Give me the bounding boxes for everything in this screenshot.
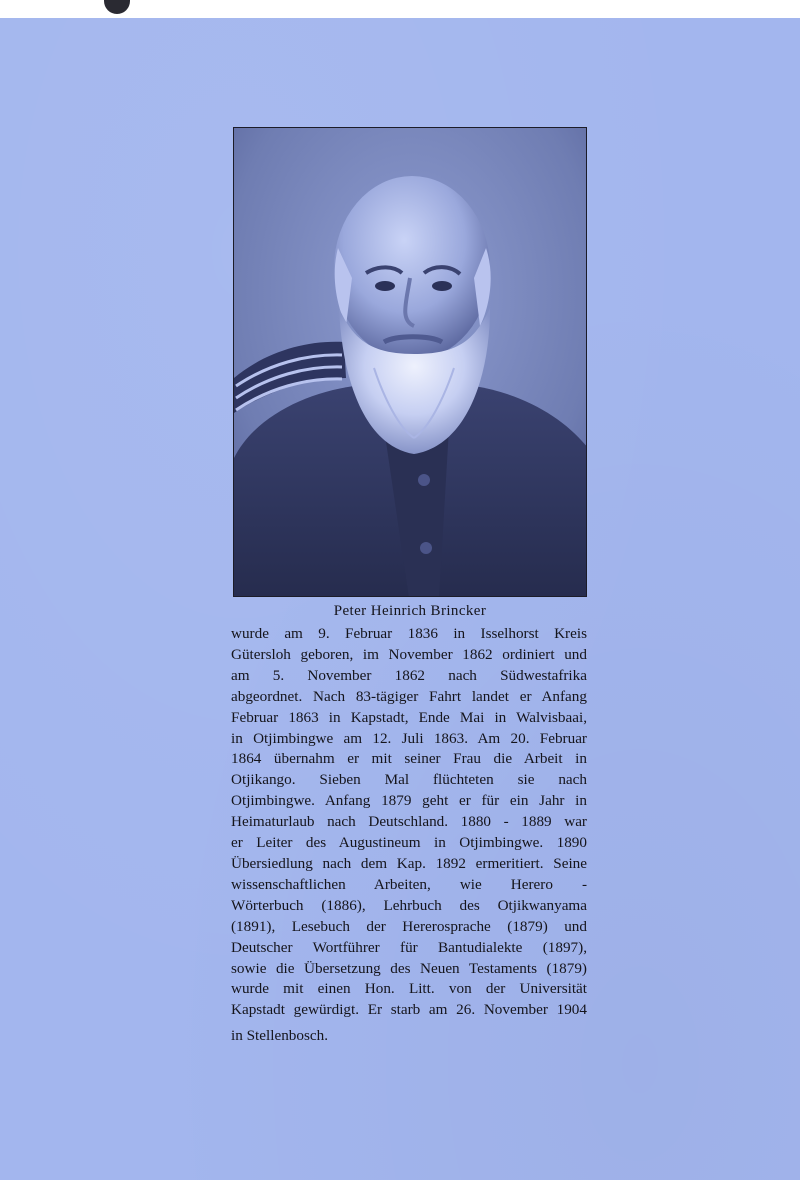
biography-line: er Leiter des Augustineum in Otjimbingwe. 1890 bbox=[231, 834, 587, 852]
binding-notch bbox=[104, 0, 130, 14]
biography-line: wurde am 9. Februar 1836 in Isselhorst Kreis bbox=[231, 625, 587, 642]
biography-line: Heimaturlaub nach Deutschland. 1880 - 1889 war bbox=[231, 813, 587, 831]
biography-line: Otjimbingwe. Anfang 1879 geht er für ein Jahr in bbox=[231, 792, 587, 810]
biography-line: Februar 1863 in Kapstadt, Ende Mai in Walvisbaai, bbox=[231, 708, 587, 726]
biography-line: 1864 übernahm er mit seiner Frau die Arbeit in bbox=[231, 750, 587, 768]
biography-line: in Otjimbingwe am 12. Juli 1863. Am 20. Februar bbox=[231, 729, 587, 747]
biography-line: sowie die Übersetzung des Neuen Testaments (1879) bbox=[231, 959, 587, 977]
biography-line: wurde mit einen Hon. Litt. von der Universität bbox=[231, 980, 587, 998]
biography-line: abgeordnet. Nach 83-tägiger Fahrt landet er Anfang bbox=[231, 687, 587, 705]
biography-line: Deutscher Wortführer für Bantudialekte (1897), bbox=[231, 938, 587, 956]
biography-line: am 5. November 1862 nach Südwestafrika bbox=[231, 666, 587, 684]
biography-text bbox=[231, 624, 587, 1047]
biography-line: Gütersloh geboren, im November 1862 ordiniert und bbox=[231, 645, 587, 663]
portrait-photo bbox=[233, 127, 587, 597]
biography-line: Kapstadt gewürdigt. Er starb am 26. November 1904 bbox=[231, 1001, 587, 1019]
biography-line: Übersiedlung nach dem Kap. 1892 ermeritiert. Seine bbox=[231, 854, 587, 872]
back-cover bbox=[0, 18, 800, 1180]
biography-line: in Stellenbosch. bbox=[231, 1027, 329, 1045]
biography-line: Otjikango. Sieben Mal flüchteten sie nach bbox=[231, 771, 587, 789]
biography-line: (1891), Lesebuch der Hererosprache (1879) und bbox=[231, 917, 587, 935]
portrait-caption: Peter Heinrich Brincker bbox=[333, 603, 487, 619]
biography-line: Wörterbuch (1886), Lehrbuch des Otjikwanyama bbox=[231, 896, 587, 914]
biography-line: wissenschaftlichen Arbeiten, wie Herero - bbox=[231, 875, 587, 893]
